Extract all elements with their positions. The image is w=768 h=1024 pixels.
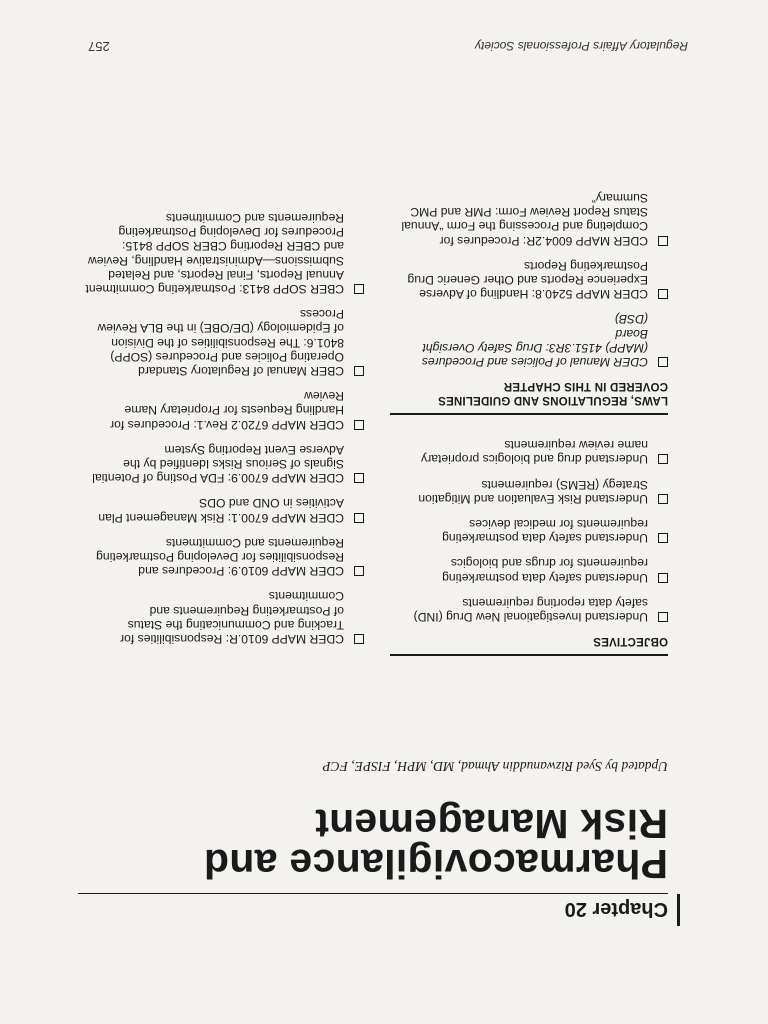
law-text: CBER Manual of Regulatory Standard Operating Policies and Procedures (SOPP) 8401.6: The Responsibilities of the Division of Epidemiology (DE/OBE) in the BLA Review Process [97, 307, 344, 378]
law-item [64, 389, 364, 432]
law-item [64, 589, 364, 646]
checkbox-icon [354, 566, 364, 576]
laws-list-left [390, 191, 668, 369]
law-text: CBER SOPP 8413: Postmarketing Commitment Annual Reports, Final Reports, and Related Submissions—Administrative Handling, Review and CBER Reporting CBER SOPP 8415: Procedures for Developing Postmarketing Requirements and Commitments [85, 210, 344, 296]
objective-item [390, 517, 668, 545]
law-item [64, 307, 364, 378]
law-text: CDER MAPP 6010.9: Procedures and Responsibilities for Developing Postmarketing Requirements and Commitments [96, 535, 344, 579]
chapter-title [68, 801, 668, 887]
chapter-marker-bar [677, 894, 680, 926]
objective-text: Understand safety data postmarketing requirements for medical devices [442, 516, 648, 546]
laws-rule [390, 413, 668, 415]
objective-text: Understand drug and biologics proprietary name review requirements [421, 438, 648, 467]
law-item [64, 496, 364, 524]
objective-item [390, 596, 668, 624]
checkbox-icon [658, 357, 668, 367]
page-number: 257 [88, 39, 110, 54]
chapter-title-line: Risk Management [314, 801, 668, 847]
left-column [390, 180, 668, 656]
objective-item [390, 556, 668, 584]
checkbox-icon [658, 612, 668, 622]
law-text: CDER MAPP 6700.1: Risk Management Plan Activities in OND and ODS [98, 496, 344, 525]
law-item [390, 259, 668, 302]
objective-item [390, 477, 668, 505]
checkbox-icon [658, 289, 668, 299]
checkbox-icon [354, 366, 364, 376]
law-text: CDER MAPP 6700.9: FDA Posting of Potential Signals of Serious Risks Identified by the Adverse Event Reporting System [92, 442, 344, 486]
law-text: CDER MAPP 6720.2 Rev.1: Procedures for Handling Requests for Proprietary Name Review [110, 389, 344, 432]
objective-item [390, 438, 668, 466]
law-item [390, 191, 668, 248]
checkbox-icon [354, 634, 364, 644]
law-item [390, 312, 668, 369]
law-text: CDER MAPP 6004.2R: Procedures for Completing and Processing the Form “Annual Status Report Review Form: PMR and PMC Summary” [401, 190, 648, 248]
chapter-label: Chapter 20 [564, 898, 668, 920]
law-item [64, 536, 364, 579]
objective-text: Understand Investigational New Drug (IND) safety data reporting requirements [413, 595, 648, 624]
checkbox-icon [658, 533, 668, 543]
objective-text: Understand Risk Evaluation and Mitigation Strategy (REMS) requirements [418, 477, 648, 506]
laws-heading: LAWS, REGULATIONS AND GUIDELINES COVERED IN THIS CHAPTER [437, 379, 668, 406]
objectives-heading: OBJECTIVES [593, 635, 668, 647]
checkbox-icon [354, 420, 364, 430]
checkbox-icon [658, 573, 668, 583]
objective-text: Understand safety data postmarketing requirements for drugs and biologics [442, 556, 648, 585]
law-item [64, 443, 364, 486]
checkbox-icon [354, 284, 364, 294]
checkbox-icon [658, 454, 668, 464]
checkbox-icon [658, 236, 668, 246]
objectives-list [390, 438, 668, 624]
checkbox-icon [658, 494, 668, 504]
society-name: Regulatory Affairs Professionals Society [475, 39, 688, 53]
objectives-rule [390, 654, 668, 656]
chapter-title-line: Pharmacovigilance and [203, 841, 668, 887]
law-item [64, 211, 364, 296]
author-credit: Updated by Syed Rizwanuddin Ahmad, MD, MPH, FISPE, FCP [322, 759, 668, 774]
checkbox-icon [354, 513, 364, 523]
checkbox-icon [354, 473, 364, 483]
law-text: CDER MAPP 5240.8: Handling of Adverse Experience Reports and Other Generic Drug Postmarketing Reports [407, 258, 648, 302]
right-column [64, 200, 364, 646]
chapter-divider [78, 893, 668, 894]
law-text: CDER MAPP 6010.R: Responsibilities for Tracking and Communicating the Status of Postmarketing Requirements and Commitments [120, 589, 344, 646]
law-text: CDER Manual of Policies and Procedures (MAPP) 4151.3R3: Drug Safety Oversight Board (DSB) [421, 312, 648, 369]
running-header [88, 34, 688, 54]
